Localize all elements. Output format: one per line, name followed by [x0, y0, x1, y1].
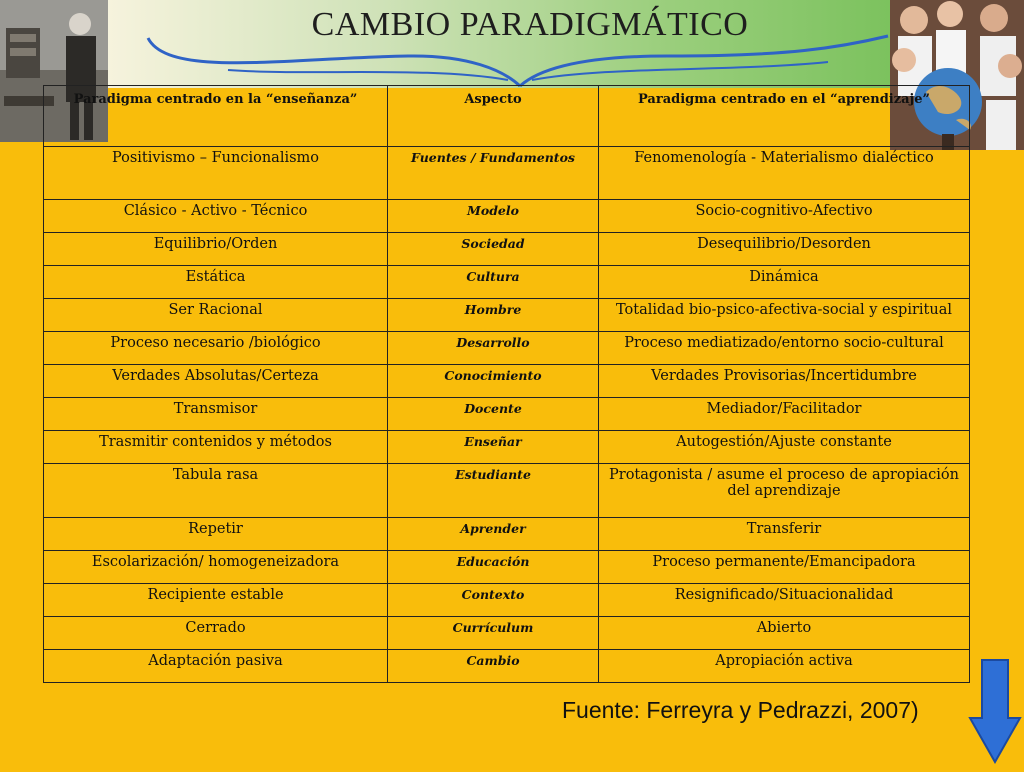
cell-learning: Totalidad bio-psico-afectiva-social y espiritual: [599, 299, 970, 332]
cell-teaching: Cerrado: [44, 617, 388, 650]
cell-learning: Resignificado/Situacionalidad: [599, 584, 970, 617]
down-arrow-icon: [966, 656, 1024, 768]
cell-learning: Verdades Provisorias/Incertidumbre: [599, 365, 970, 398]
header-aspect: Aspecto: [388, 86, 599, 147]
cell-teaching: Escolarización/ homogeneizadora: [44, 551, 388, 584]
cell-teaching: Equilibrio/Orden: [44, 233, 388, 266]
table-row: [44, 332, 970, 365]
paradigm-table: [43, 85, 970, 683]
cell-teaching: Transmisor: [44, 398, 388, 431]
cell-aspect: Cambio: [388, 650, 599, 683]
cell-aspect: Estudiante: [388, 464, 599, 518]
cell-aspect: Desarrollo: [388, 332, 599, 365]
table-row: [44, 365, 970, 398]
table-row: [44, 464, 970, 518]
cell-learning: Proceso mediatizado/entorno socio-cultural: [599, 332, 970, 365]
cell-aspect: Sociedad: [388, 233, 599, 266]
cell-teaching: Tabula rasa: [44, 464, 388, 518]
table-row: [44, 650, 970, 683]
cell-teaching: Adaptación pasiva: [44, 650, 388, 683]
cell-aspect: Conocimiento: [388, 365, 599, 398]
table-row: [44, 398, 970, 431]
header-learning-paradigm: Paradigma centrado en el “aprendizaje”: [599, 86, 970, 147]
cell-teaching: Verdades Absolutas/Certeza: [44, 365, 388, 398]
next-slide-button[interactable]: [966, 656, 1024, 772]
cell-learning: Socio-cognitivo-Afectivo: [599, 200, 970, 233]
table-row: [44, 200, 970, 233]
table-row: [44, 147, 970, 200]
cell-teaching: Recipiente estable: [44, 584, 388, 617]
table-row: [44, 233, 970, 266]
cell-learning: Apropiación activa: [599, 650, 970, 683]
cell-aspect: Currículum: [388, 617, 599, 650]
cell-aspect: Fuentes / Fundamentos: [388, 147, 599, 200]
cell-learning: Abierto: [599, 617, 970, 650]
cell-teaching: Estática: [44, 266, 388, 299]
cell-aspect: Cultura: [388, 266, 599, 299]
table-row: [44, 431, 970, 464]
cell-learning: Protagonista / asume el proceso de apropiación del aprendizaje: [599, 464, 970, 518]
table-row: [44, 518, 970, 551]
cell-aspect: Educación: [388, 551, 599, 584]
cell-aspect: Contexto: [388, 584, 599, 617]
cell-teaching: Trasmitir contenidos y métodos: [44, 431, 388, 464]
cell-teaching: Ser Racional: [44, 299, 388, 332]
page-title: CAMBIO PARADIGMÁTICO: [311, 6, 749, 43]
cell-aspect: Enseñar: [388, 431, 599, 464]
table-row: [44, 584, 970, 617]
cell-learning: Autogestión/Ajuste constante: [599, 431, 970, 464]
cell-aspect: Docente: [388, 398, 599, 431]
table-row: [44, 266, 970, 299]
cell-aspect: Hombre: [388, 299, 599, 332]
table-row: [44, 551, 970, 584]
cell-learning: Transferir: [599, 518, 970, 551]
cell-learning: Fenomenología - Materialismo dialéctico: [599, 147, 970, 200]
cell-teaching: Positivismo – Funcionalismo: [44, 147, 388, 200]
cell-learning: Mediador/Facilitador: [599, 398, 970, 431]
cell-learning: Dinámica: [599, 266, 970, 299]
source-citation: Fuente: Ferreyra y Pedrazzi, 2007): [562, 697, 919, 723]
table-header-row: [44, 86, 970, 147]
cell-teaching: Clásico - Activo - Técnico: [44, 200, 388, 233]
table-row: [44, 299, 970, 332]
cell-aspect: Aprender: [388, 518, 599, 551]
cell-learning: Proceso permanente/Emancipadora: [599, 551, 970, 584]
header-teaching-paradigm: Paradigma centrado en la “enseñanza”: [44, 86, 388, 147]
cell-aspect: Modelo: [388, 200, 599, 233]
cell-teaching: Repetir: [44, 518, 388, 551]
cell-learning: Desequilibrio/Desorden: [599, 233, 970, 266]
table-row: [44, 617, 970, 650]
cell-teaching: Proceso necesario /biológico: [44, 332, 388, 365]
